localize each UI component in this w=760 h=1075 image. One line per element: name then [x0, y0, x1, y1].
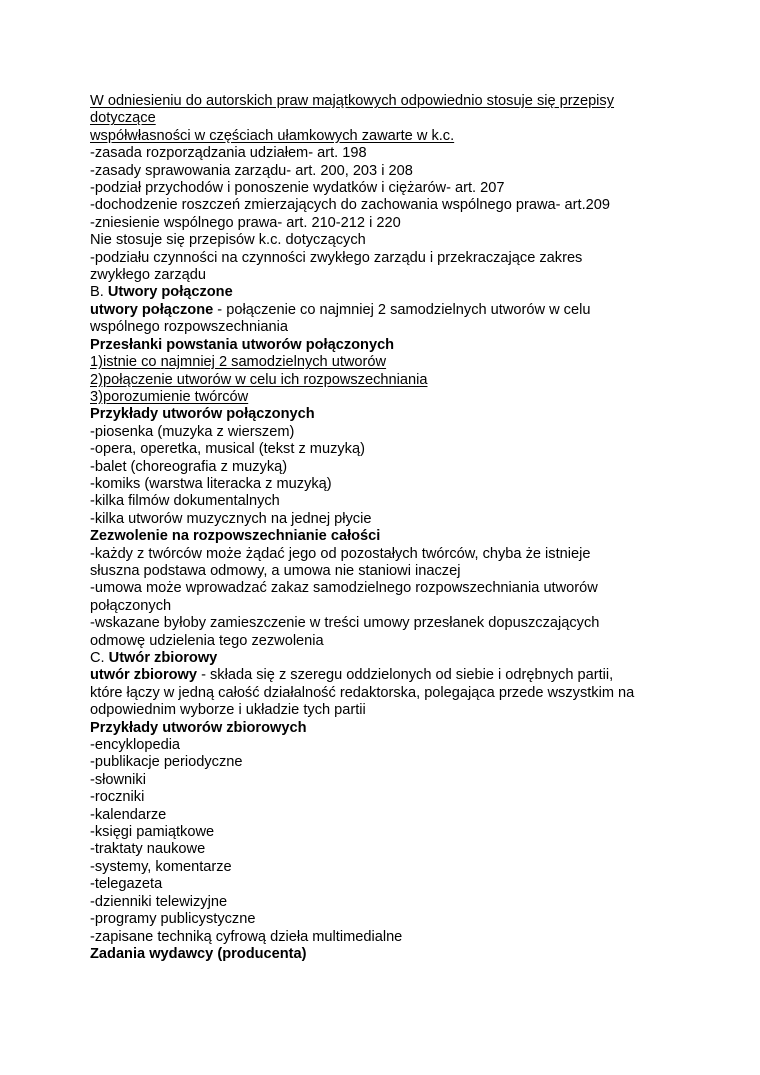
permission-line: połączonych	[90, 597, 172, 614]
premise-item: 3)porozumienie twórców	[90, 388, 249, 405]
examples-b-heading: Przykłady utworów połączonych	[90, 406, 315, 423]
permission-line: -umowa może wprowadzać zakaz samodzielnego rozpowszechniania utworów	[90, 580, 598, 597]
example-b-item: -komiks (warstwa literacka z muzyką)	[90, 475, 332, 492]
premise-item: 1)istnie co najmniej 2 samodzielnych utworów	[90, 354, 387, 371]
section-c-prefix: C.	[90, 650, 109, 666]
examples-c-heading: Przykłady utworów zbiorowych	[90, 719, 307, 736]
example-b-item: -balet (choreografia z muzyką)	[90, 458, 288, 475]
example-c-item: -traktaty naukowe	[90, 841, 206, 858]
example-c-item: -dzienniki telewizyjne	[90, 893, 228, 910]
applies-item: -podział przychodów i ponoszenie wydatków i ciężarów- art. 207	[90, 180, 505, 197]
not-applies-heading: Nie stosuje się przepisów k.c. dotyczących	[90, 232, 366, 249]
intro-line-1: W odniesieniu do autorskich praw majątkowych odpowiednio stosuje się przepisy	[90, 93, 615, 109]
section-c-definition	[90, 667, 680, 684]
permission-heading: Zezwolenie na rozpowszechnianie całości	[90, 528, 381, 545]
section-b-heading	[90, 284, 680, 301]
section-c-def-term: utwór zbiorowy	[90, 667, 198, 684]
example-c-item: -zapisane techniką cyfrową dzieła multimedialne	[90, 928, 403, 945]
section-b-definition	[90, 302, 680, 319]
example-c-item: -roczniki	[90, 789, 145, 806]
applies-item: -zniesienie wspólnego prawa- art. 210-212 i 220	[90, 214, 401, 231]
section-c-def-text: - składa się z szeregu oddzielonych od siebie i odrębnych partii,	[197, 667, 614, 684]
not-applies-item: -podziału czynności na czynności zwykłego zarządu i przekraczające zakres	[90, 249, 583, 266]
example-c-item: -telegazeta	[90, 876, 163, 893]
section-b-def-term: utwory połączone	[90, 301, 214, 318]
not-applies-item: zwykłego zarządu	[90, 267, 206, 284]
applies-item: -dochodzenie roszczeń zmierzających do zachowania wspólnego prawa- art.209	[90, 197, 610, 214]
example-c-item: -publikacje periodyczne	[90, 754, 243, 771]
final-heading: Zadania wydawcy (producenta)	[90, 945, 307, 962]
premises-heading: Przesłanki powstania utworów połączonych	[90, 336, 395, 353]
intro-line-3: współwłasności w częściach ułamkowych zawarte w k.c.	[90, 127, 455, 144]
section-c-heading	[90, 650, 680, 667]
permission-line: słuszna podstawa odmowy, a umowa nie staniowi inaczej	[90, 562, 461, 579]
example-c-item: -programy publicystyczne	[90, 911, 256, 928]
example-c-item: -słowniki	[90, 771, 146, 788]
intro-line-2: dotyczące	[90, 110, 156, 127]
section-c-title: Utwór zbiorowy	[108, 650, 218, 666]
example-c-item: -księgi pamiątkowe	[90, 824, 215, 841]
section-b-def-text: - połączenie co najmniej 2 samodzielnych utworów w celu	[213, 301, 591, 318]
example-c-item: -kalendarze	[90, 806, 167, 823]
example-b-item: -kilka filmów dokumentalnych	[90, 493, 280, 510]
section-c-def-continued: odpowiednim wyborze i układzie tych partii	[90, 702, 366, 719]
section-c-def-continued: które łączy w jedną całość działalność redaktorska, polegająca przede wszystkim na	[90, 684, 635, 701]
applies-item: -zasady sprawowania zarządu- art. 200, 203 i 208	[90, 162, 413, 179]
document-page	[90, 93, 680, 963]
section-b-prefix: B.	[90, 284, 108, 301]
permission-line: odmowę udzielenia tego zezwolenia	[90, 632, 324, 649]
example-c-item: -encyklopedia	[90, 737, 181, 754]
example-c-item: -systemy, komentarze	[90, 858, 232, 875]
example-b-item: -opera, operetka, musical (tekst z muzyką)	[90, 441, 365, 458]
section-b-def-continued: wspólnego rozpowszechniania	[90, 319, 288, 336]
section-b-title: Utwory połączone	[107, 284, 233, 301]
permission-line: -każdy z twórców może żądać jego od pozostałych twórców, chyba że istnieje	[90, 545, 591, 562]
example-b-item: -piosenka (muzyka z wierszem)	[90, 423, 295, 440]
applies-item: -zasada rozporządzania udziałem- art. 198	[90, 145, 367, 162]
permission-line: -wskazane byłoby zamieszczenie w treści umowy przesłanek dopuszczających	[90, 615, 600, 632]
premise-item: 2)połączenie utworów w celu ich rozpowszechniania	[90, 371, 428, 388]
example-b-item: -kilka utworów muzycznych na jednej płycie	[90, 510, 372, 527]
